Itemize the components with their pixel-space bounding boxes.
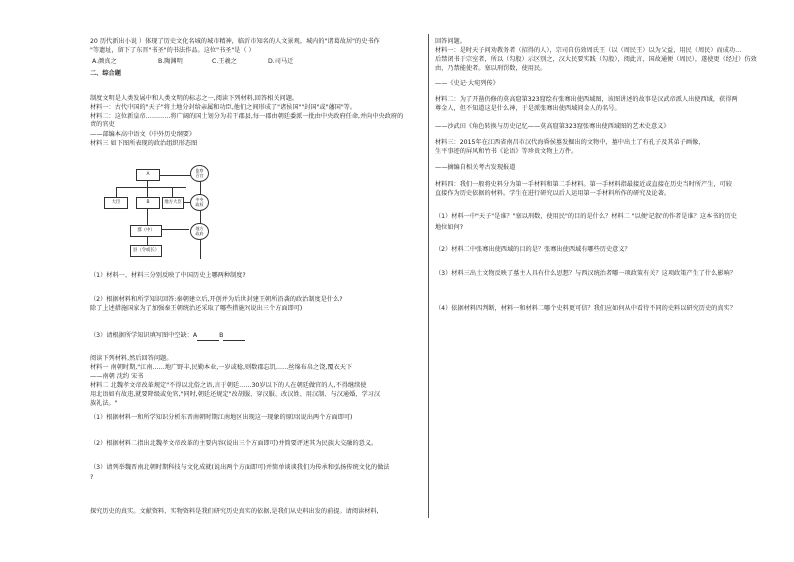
q21-question2-cont: 除了上述措施国家为了加强秦王朝统治还采取了哪些措施?(说出三个方面即可) (90, 305, 303, 312)
q23-material2: 材料二：为了开凿仍修的莫高窟第323窟绘有张骞出使西域图，该图讲述的故事是汉武帝派人出使西域，获得两 (435, 96, 738, 103)
q23-question3: （3）材料三出土文物反映了墓主人具有什么思想？与西汉统治者哪一项政策有关？这项政策产生了什么影响？ (435, 270, 736, 277)
q21-q3-b: B (219, 332, 224, 339)
answer-blank-a[interactable] (197, 334, 219, 341)
q22-material1-source: ——南朝 沈约 宋书 (90, 373, 144, 380)
q22-material2-cont: 用北语如有故违,就要降级或免官,"同时,朝廷还规定"改胡服、穿汉服、改汉姓、用汉制、与汉通婚、学习汉 (90, 391, 381, 398)
q21-q3-prefix: （3）请根据所学知识填写图中空缺：A (90, 332, 198, 339)
connector (116, 187, 186, 188)
q23-material2-source: ——沙武田《角色转换与历史记忆——莫高窟第323窟张骞出使西域图的艺术史意义》 (435, 123, 670, 130)
q22-question2: （2）根据材料二指出北魏孝文帝改革的主要内容(说出三个方面即可)并简要评述其为民族大交融的意义。 (90, 440, 378, 447)
connector (147, 187, 148, 197)
q23-question4: （4）依据材料四判断，材料一和材料二哪个史料更可信？我们应如何从中看待不同的史料以研究历史的真实？ (435, 305, 736, 312)
answer-blank-b[interactable] (223, 334, 245, 341)
diagram-box-minister: 大臣 (104, 197, 128, 209)
connector (147, 207, 148, 225)
q23-question2: （2）材料二中张骞出使西域的目的是？张骞出使西域有哪些历史意义？ (435, 246, 631, 253)
q23-question1-end: 地位如何? (435, 224, 464, 231)
q23-material4: 材料四：我们一般将史料分为第一手材料和第二手材料。第一手材料指最接近或直接在历史当时所产生，可较 (435, 181, 732, 188)
q20-option-c: C.王羲之 (212, 58, 237, 65)
q23-material1-source: ——《史记·大宛列传》 (435, 80, 499, 87)
q21-intro: 制度文明是人类发展中和人类文明的标志之一,阅读下列材料,回答相关问题。 (90, 95, 299, 102)
diagram-box-county: 县（令或长） (130, 245, 162, 257)
q23-material3-cont: 生平事迹的屏风和竹书《论语》等珍贵文物上万件。 (435, 148, 578, 155)
diagram-circle-central: 中央 政权 (190, 194, 209, 211)
q23-material1-end: 由，乃禁能使者。塞以刑罚数，使用民。 (435, 65, 547, 72)
column-divider (428, 34, 429, 518)
q21-material2: 材料二：这位新皇帝…………将广阔的国土划分为若干郡县,每一郡由朝廷委派一批由中央政府任命,并向中央政府的 (90, 113, 404, 120)
diagram-box-b: B (136, 197, 160, 209)
q22-question3-end: ? (90, 474, 94, 481)
q23-material3-source: ——摘编自相关考古发现报道 (435, 164, 516, 171)
q20-option-a: A.颜真之 (92, 58, 117, 65)
political-structure-diagram (96, 167, 212, 285)
q22-question3: （3）请列举魏晋南北朝时期科技与文化成就(说出两个方面即可)并简单谈谈我们为传承和弘扬传统文化的做法 (90, 464, 390, 471)
q23-continue: 回答问题。 (435, 38, 466, 45)
diagram-box-local: 地方大臣 (162, 197, 184, 209)
q23-material4-cont: 直接作为历史依据的材料。学生在进行研究以后人运用第一手材料所作的研究及论著。 (435, 190, 671, 197)
section-title-comprehensive: 二、综合题 (90, 70, 121, 77)
q20-option-d: D.司马迁 (268, 58, 294, 65)
connector (159, 229, 189, 230)
q22-material2: 材料二 北魏孝文帝改革规定"不得以北俗之语,言于朝廷……30岁以下的人在朝廷做官的人,不得继续使 (90, 382, 367, 389)
q22-material1: 材料一 南朝时期,"江南……地广野丰,民勤本业,一岁或稔,则数郡忘饥……丝绵布帛之饶,覆衣天下 (90, 364, 353, 371)
diagram-circle-local: 地方 政府 (190, 223, 209, 240)
q23-material3: 材料三：2015年在江西省南昌市汉代海昏侯墓发掘出的文物中，墓中出土了有孔子及其弟子画像， (435, 139, 705, 146)
q21-question1: （1）材料一、材料三分别反映了中国历史上哪两种制度? (90, 272, 246, 279)
q23-intro: 探究历史的真实。文献资料、实物资料是我们研究历史真实的依据,是我们从史料出发的前提。请阅读材料, (90, 508, 379, 515)
q20-option-b: B.陶渊明 (158, 58, 183, 65)
q23-material1-cont: 后禁闭书于宗室者，所以（勾股）示区别之，汉大民要实践（勾股），阅此言，国故通便（周民），遂使更（经过）仿效 (435, 56, 757, 63)
q22-material2-end: 族礼法。" (90, 400, 118, 407)
q22-question1: （1）根据材料一和所学知识分析东晋南朝时期江南地区出现这一现象的原因(说出两个方面即可) (90, 414, 353, 421)
q23-material1: 材料一：是时天子问劝教务者（招得的人），宗司自仿效周氏王（以（周民王）以为父益，用民（周民）而成功… (435, 47, 742, 54)
q22-intro: 阅读下列材料,然后回答问题。 (90, 355, 173, 362)
q20-line2: "等遗址，留下了东晋"书圣"的书法作品。这位"书圣"是（ ） (90, 47, 255, 54)
q20-line1: 20 历代新出小说 ）体现了历史文化名城的城市精神，临沂市知名的人文景观。城内的"诸葛故居"的史书作 (90, 38, 380, 45)
q21-material2-cont: 责的官吏 (90, 121, 115, 128)
diagram-box-commandery: 郡（中） (130, 225, 162, 237)
diagram-box-a: A (136, 169, 160, 181)
q21-source: ——部编本高中语文《中外历史纲要》 (90, 131, 196, 138)
connector (200, 179, 201, 259)
diagram-circle-supervise: 监察 百官 (190, 165, 209, 182)
q21-material1: 材料一：古代中国的"天子"将土地分封给亲属和功臣,他们之间形成了"诸侯国""封国"或"藩国"等。 (90, 104, 357, 111)
q23-material2-cont: 尊金人，但不知道这是什么神，于是派张骞出使西域问金人的名号。 (435, 105, 621, 112)
q23-question1: （1）材料一中"天子"是谁？"塞以刑数，使用民"的目的是什么？材料二 "以便'记叙'的作者是谁？这本书的历史 (435, 213, 737, 220)
connector (116, 187, 117, 197)
q21-question2: （2）根据材料和所学知识回答:秦朝建立后,开创并为后世封建王朝所沿袭的政治制度是什么? (90, 296, 343, 303)
q21-question3 (90, 332, 245, 341)
connector (172, 187, 173, 197)
q21-material3: 材料三 如下图所表现的政治组织形态图 (90, 140, 198, 147)
